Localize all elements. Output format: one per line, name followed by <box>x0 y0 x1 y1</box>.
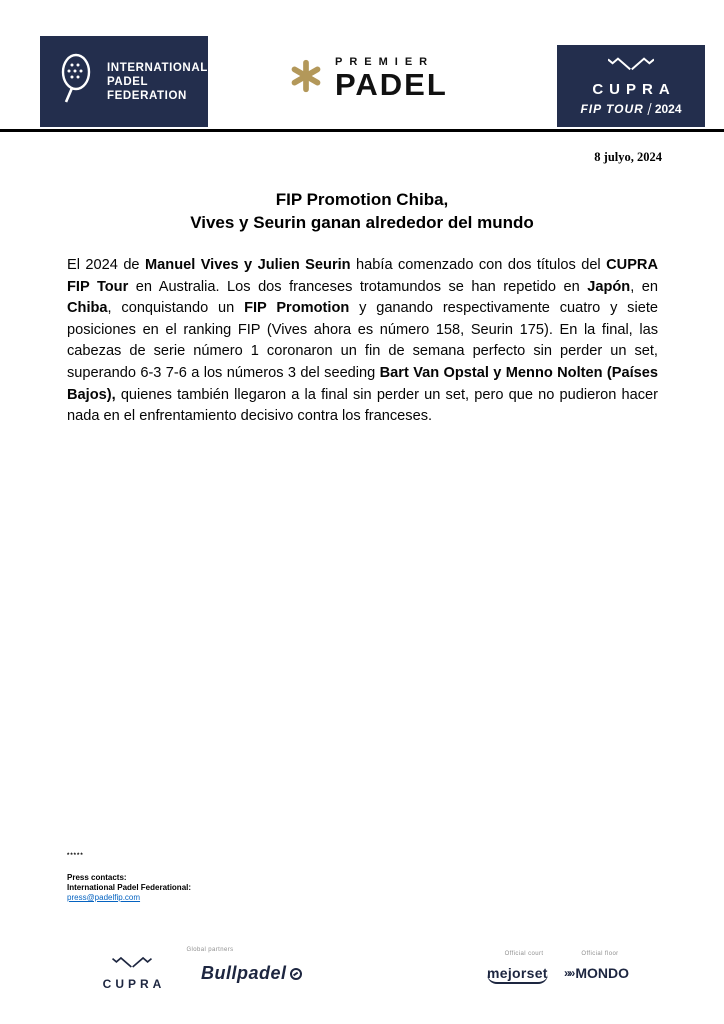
header-divider-rule <box>0 129 724 132</box>
ipf-line1: INTERNATIONAL <box>107 61 208 74</box>
ipf-line2: PADEL <box>107 75 149 88</box>
premier-padel-logo <box>287 56 448 100</box>
page-title <box>0 188 724 234</box>
official-court-label: Official court <box>504 951 544 957</box>
title-line1: FIP Promotion Chiba, <box>275 190 449 209</box>
paragraph-segment: Manuel Vives y Julien Seurin <box>145 257 351 273</box>
ipf-line3: FEDERATION <box>107 89 187 102</box>
paragraph-segment: quienes también llegaron a la final sin perder un set, pero que no pudieron hacer nada en el enfrentamiento decisivo contra los franceses. <box>67 386 658 425</box>
paragraph-segment: , conquistando un <box>107 300 245 317</box>
article-paragraph <box>67 255 658 428</box>
press-contacts-org: International Padel Federational: <box>67 883 192 892</box>
cupra-footer-logo <box>94 956 170 991</box>
document-date: 8 julyo, 2024 <box>594 150 662 164</box>
premier-asterisk-icon <box>287 57 325 100</box>
premier-logo-text <box>335 56 448 100</box>
cupra-emblem-icon <box>608 56 654 77</box>
bullpadel-logo <box>201 963 302 984</box>
cupra-footer-wordmark: CUPRA <box>102 977 166 991</box>
bullpadel-wordmark: Bullpadel <box>201 963 287 983</box>
paragraph-segment: en Australia. Los dos franceses trotamundos se han repetido en <box>128 278 588 295</box>
press-contacts-heading: Press contacts: <box>67 873 127 882</box>
cupra-wordmark: CUPRA <box>592 81 676 98</box>
paragraph-segment: El 2024 de <box>67 257 145 273</box>
paragraph-segment: Chiba <box>67 300 108 317</box>
paragraph-segment: Japón <box>587 278 631 295</box>
fip-tour-text: FIP TOUR <box>580 102 644 116</box>
mondo-wordmark: MONDO <box>575 965 630 981</box>
year-text: 2024 <box>654 102 682 116</box>
mejorset-logo: mejorset <box>487 965 548 984</box>
paragraph-segment: había comenzado con dos títulos del <box>350 257 607 273</box>
press-email-link[interactable]: press@padelfip.com <box>67 893 141 902</box>
header <box>0 36 724 130</box>
fip-tour-line <box>580 102 681 116</box>
padel-word: PADEL <box>335 67 448 102</box>
paragraph-segment: , en <box>630 278 658 295</box>
padel-racket-icon <box>52 50 98 113</box>
ipf-logo-text <box>107 61 208 103</box>
paragraph-segment: y ganando respectivamente cuatro y siete posiciones en el ranking FIP (Vives ahora es número 158, Seurin 175). En la final, las cabezas de serie número 1 coronaron un fin de semana perfecto sin perder un set, superando 6-3 7-6 a los números 3 del seeding <box>67 300 658 381</box>
padel-ball-icon <box>290 968 302 980</box>
ipf-logo <box>40 36 208 127</box>
global-partners-label: Global partners <box>186 947 234 953</box>
press-contacts <box>67 851 191 903</box>
mondo-logo <box>564 965 629 981</box>
cupra-emblem-icon <box>112 956 152 974</box>
paragraph-segment: CUPRA FIP Tour <box>67 257 659 295</box>
divider <box>647 103 651 115</box>
paragraph-segment: FIP Promotion <box>244 300 350 317</box>
stars-separator: ***** <box>67 853 84 859</box>
mondo-chevrons-icon: »» <box>564 966 574 980</box>
title-line2: Vives y Seurin ganan alrededor del mundo <box>190 213 534 232</box>
cupra-fip-tour-logo <box>557 45 705 127</box>
premier-word: PREMIER <box>335 56 435 68</box>
paragraph-segment: Bart Van Opstal y Menno Nolten (Países Bajos), <box>67 364 658 403</box>
official-floor-label: Official floor <box>581 951 619 957</box>
